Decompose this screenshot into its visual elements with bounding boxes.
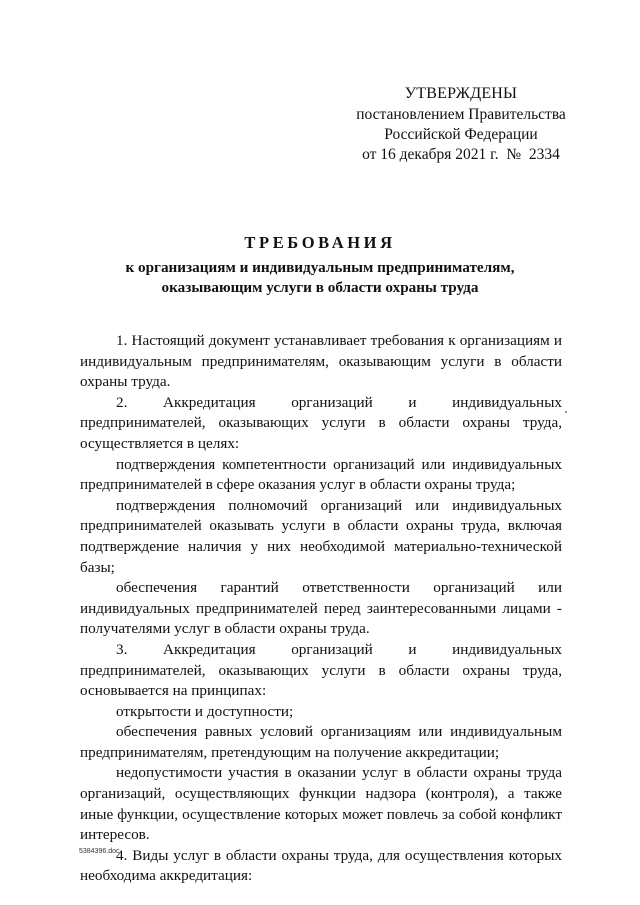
approval-line: постановлением Правительства — [356, 106, 566, 123]
subtitle-line: к организациям и индивидуальным предпринимателям, — [125, 259, 515, 276]
approval-date-number: от 16 декабря 2021 г. № 2334 — [362, 146, 560, 163]
document-body — [80, 331, 562, 887]
paragraph: 1. Настоящий документ устанавливает требования к организациям и индивидуальным предпринимателям, оказывающим услуги в области охраны труда. — [80, 332, 562, 391]
file-name-footer: 5384396.doc — [79, 848, 120, 855]
document-title: ТРЕБОВАНИЯ — [244, 233, 396, 252]
document-subtitle — [60, 258, 580, 298]
scan-artifact — [565, 411, 567, 413]
paragraph: открытости и доступности; — [116, 702, 294, 720]
approval-title: УТВЕРЖДЕНЫ — [404, 85, 518, 102]
paragraph: обеспечения гарантий ответственности организаций или индивидуальных предпринимателей перед заинтересованными лицами - получателями услуг в области охраны труда. — [80, 579, 562, 638]
paragraph: подтверждения полномочий организаций или индивидуальных предпринимателей оказывать услуги в области охраны труда, включая подтверждение наличия у них необходимой материально-технической базы; — [80, 496, 562, 576]
paragraph: 2. Аккредитация организаций и индивидуальных предпринимателей, оказывающих услуги в области охраны труда, осуществляется в целях: — [80, 393, 562, 452]
paragraph: подтверждения компетентности организаций или индивидуальных предпринимателей в сфере оказания услуг в области охраны труда; — [80, 455, 562, 494]
paragraph: обеспечения равных условий организациям или индивидуальным предпринимателям, претендующим на получение аккредитации; — [80, 723, 562, 761]
approval-line: Российской Федерации — [384, 126, 538, 143]
paragraph: недопустимости участия в оказании услуг в области охраны труда организаций, осуществляющих функции надзора (контроля), а также иные функции, осуществление которых может повлечь за собой конфликт интересов. — [80, 764, 562, 844]
subtitle-line: оказывающим услуги в области охраны труда — [161, 279, 479, 296]
approval-block — [336, 84, 586, 165]
paragraph: 4. Виды услуг в области охраны труда, для осуществления которых необходима аккредитация: — [80, 846, 562, 885]
paragraph: 3. Аккредитация организаций и индивидуальных предпринимателей, оказывающих услуги в области охраны труда, основывается на принципах: — [80, 640, 562, 700]
